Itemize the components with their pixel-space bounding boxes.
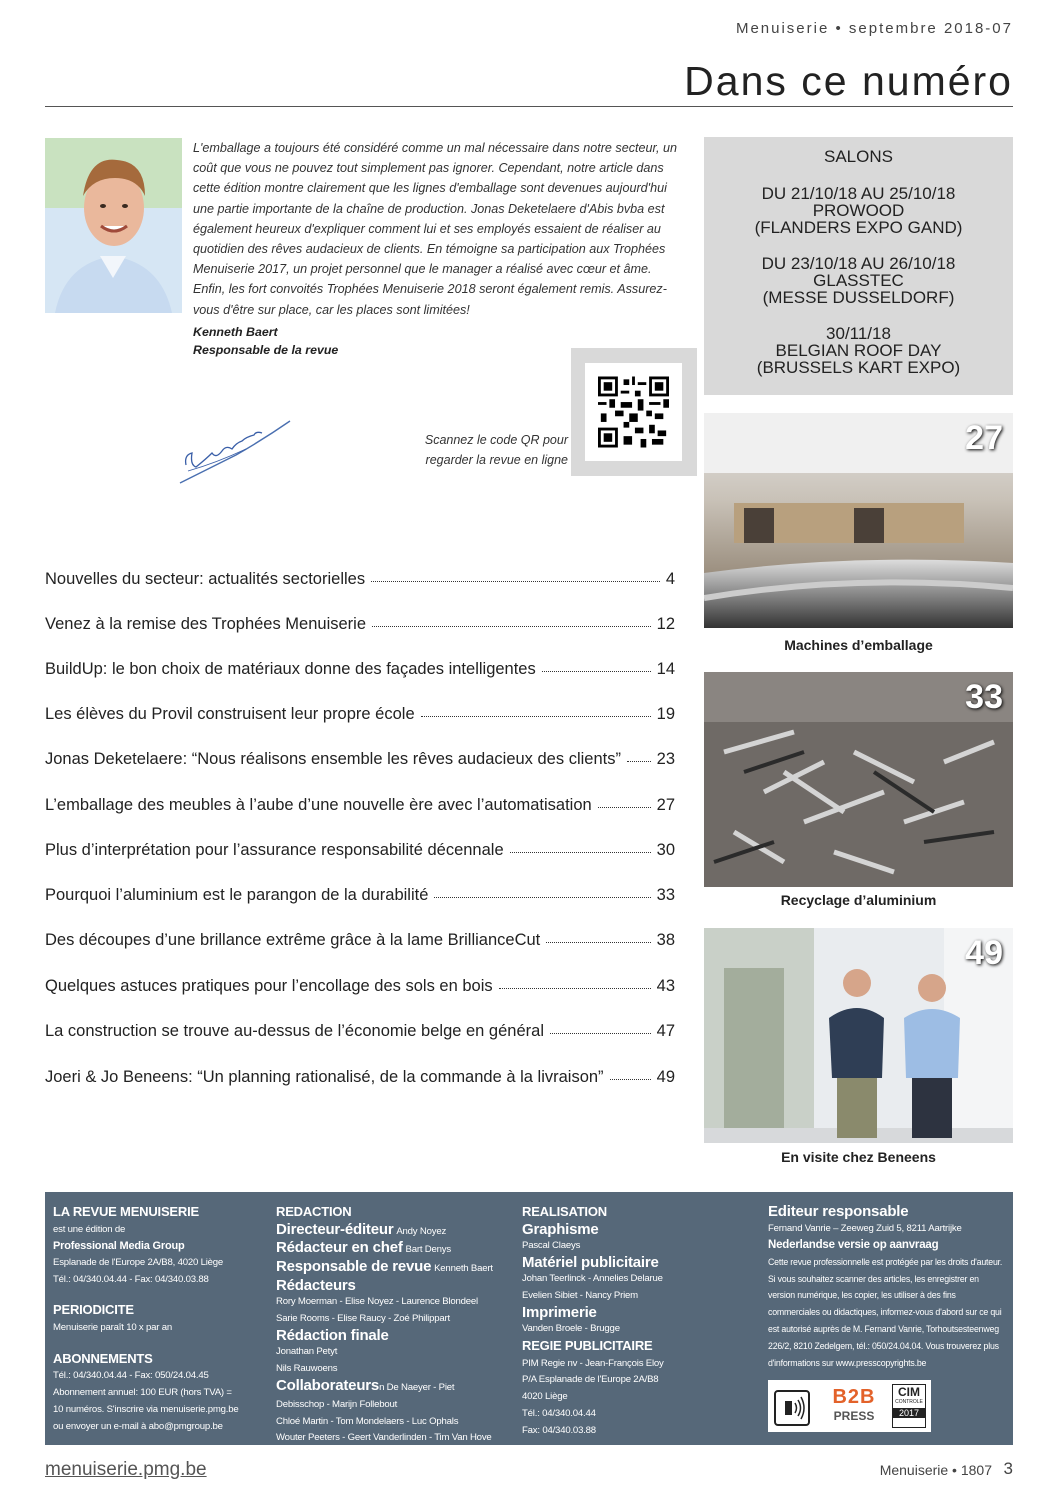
feature-image-packaging-machine[interactable]	[704, 413, 1013, 628]
toc-entry[interactable]: Les élèves du Provil construisent leur propre école 19	[45, 705, 675, 723]
feature-page-number: 49	[965, 934, 1003, 972]
copyright-logo	[774, 1390, 810, 1426]
feature-image-aluminium[interactable]	[704, 672, 1013, 887]
header-divider	[45, 106, 1013, 107]
toc-entry[interactable]: Jonas Deketelaere: “Nous réalisons ensemble les rêves audacieux des clients” 23	[45, 750, 675, 768]
colophon-editor: Editeur responsable Fernand Vanrie – Zeeweg Zuid 5, 8211 Aartrijke Nederlandse versie op aanvraag Cette revue professionnelle est protégée par les droits d'auteur. Si vous souhaitez scanner des articles, les enregistrer en version numérique, les copier, les utiliser à des fins commerciales ou didactiques, informez-vous d'abord sur ce qui est autorisé auprès de M. Fernand Vanrie, Torhoutsesteenweg 226/2, 8210 Zedelgem, tél.: 050/24.04.04. Vous trouverez plus d'informations sur www.presscopyrights.be	[768, 1203, 1003, 1368]
editor-portrait	[45, 138, 182, 313]
feature-image-beneens[interactable]	[704, 928, 1013, 1143]
salon-event: 30/11/18 BELGIAN ROOF DAY (BRUSSELS KART EXPO)	[756, 324, 961, 377]
toc-entry[interactable]: Plus d’interprétation pour l’assurance responsabilité décennale 30	[45, 841, 675, 859]
feature-caption: Machines d’emballage	[784, 637, 933, 653]
feature-page-number: 33	[965, 678, 1003, 716]
editorial-text: L'emballage a toujours été considéré comme un mal nécessaire dans notre secteur, un coût que vous ne pouvez tout simplement pas ignorer. Cependant, notre article dans cette édition montre clairement que les lignes d'emballage sont devenues aujourd'hui une partie importante de la chaîne de production. Jonas Deketelaere d'Abis bvba est également heureux d'expliquer comment lui et ses employés essaient de réaliser au quotidien des rêves audacieux de clients. En témoigne sa participation aux Trophées Menuiserie 2017, un projet personnel que le manager a réalisé avec cœur et âme. Enfin, les fort convoités Trophées Menuiserie 2018 seront également remis. Assurez-vous d'être sur place, car les places sont limitées!	[193, 141, 678, 317]
colophon-publisher: LA REVUE MENUISERIE est une édition de Professional Media Group Esplanade de l'Europe 2A/B8, 4020 Liège Tél.: 04/340.04.44 - Fax: 04/340.03.88 PERIODICITE Menuiserie paraît 10 x par an ABONNEMENTS Tél.: 04/340.04.44 - Fax: 050/24.04.45 Abonnement annuel: 100 EUR (hors TVA) = 10 numéros. S'inscrire via menuiserie.pmg.be ou envoyer un e-mail à abo@pmgroup.be	[53, 1204, 239, 1432]
qr-instructions: Scannez le code QR pour regarder la revue en ligne	[424, 433, 568, 467]
toc-entry[interactable]: BuildUp: le bon choix de matériaux donne des façades intelligentes 14	[45, 660, 675, 678]
editorial-role: Responsable de la revue	[193, 343, 339, 357]
toc-entry[interactable]: Pourquoi l’aluminium est le parangon de la durabilité 33	[45, 886, 675, 904]
website-link[interactable]: menuiserie.pmg.be	[45, 1459, 207, 1480]
salon-event: DU 23/10/18 AU 26/10/18 GLASSTEC (MESSE DUSSELDORF)	[761, 254, 956, 307]
issue-kicker: Menuiserie • septembre 2018-07	[735, 20, 1013, 37]
toc-entry[interactable]: Des découpes d’une brillance extrême grâce à la lame BrillianceCut 38	[45, 931, 675, 949]
feature-page-number: 27	[965, 419, 1003, 457]
page-title: Dans ce numéro	[684, 58, 1013, 104]
page-number: 3	[1003, 1459, 1013, 1478]
handwritten-signature	[176, 415, 294, 487]
feature-caption: En visite chez Beneens	[781, 1149, 936, 1165]
toc-entry[interactable]: Quelques astuces pratiques pour l’encollage des sols en bois 43	[45, 977, 675, 995]
salons-title: SALONS	[824, 147, 893, 166]
toc-entry[interactable]: Joeri & Jo Beneens: “Un planning rationalisé, de la commande à la livraison” 49	[45, 1068, 675, 1086]
colophon-redaction: REDACTION Directeur-éditeur Andy Noyez Rédacteur en chef Bart Denys Responsable de revue Kenneth Baert Rédacteurs Rory Moerman - Elise Noyez - Laurence Blondeel Sarie Rooms - Elise Raucy - Zoé Philippart Rédaction finale Jonathan Petyt Nils Rauwoens Collaborateursn De Naeyer - Piet Debisschop - Marijn Follebout Chloé Martin - Tom Mondelaers - Luc Ophals Wouter Peeters - Geert Vanderlinden - Tim Van Hove	[276, 1204, 493, 1444]
toc-entry[interactable]: L’emballage des meubles à l’aube d’une nouvelle ère avec l’automatisation 27	[45, 796, 675, 814]
cim-logo: CIM CONTROLE 2017	[892, 1384, 926, 1428]
issue-label: Menuiserie • 1807	[879, 1462, 992, 1478]
colophon-realisation: REALISATION Graphisme Pascal Claeys Matériel publicitaire Johan Teerlinck - Annelies Delarue Evelien Sibiet - Nancy Priem Imprimerie Vanden Broele - Brugge REGIE PUBLICITAIRE PIM Regie nv - Jean-François Eloy P/A Esplanade de l'Europe 2A/B8 4020 Liège Tél.: 04/340.04.44 Fax: 04/340.03.88	[522, 1204, 664, 1436]
editorial-author: Kenneth Baert	[193, 325, 278, 339]
toc-entry[interactable]: Venez à la remise des Trophées Menuiserie 12	[45, 615, 675, 633]
qr-code[interactable]	[585, 363, 682, 461]
b2b-press-logo: B2B PRESS	[832, 1386, 876, 1423]
toc-entry[interactable]: Nouvelles du secteur: actualités sectorielles 4	[45, 570, 675, 588]
certification-logos	[768, 1380, 931, 1432]
salon-event: DU 21/10/18 AU 25/10/18 PROWOOD (FLANDERS EXPO GAND)	[754, 184, 963, 237]
toc-entry[interactable]: La construction se trouve au-dessus de l’économie belge en général 47	[45, 1022, 675, 1040]
feature-caption: Recyclage d’aluminium	[780, 892, 937, 908]
salons-box	[704, 137, 1013, 395]
